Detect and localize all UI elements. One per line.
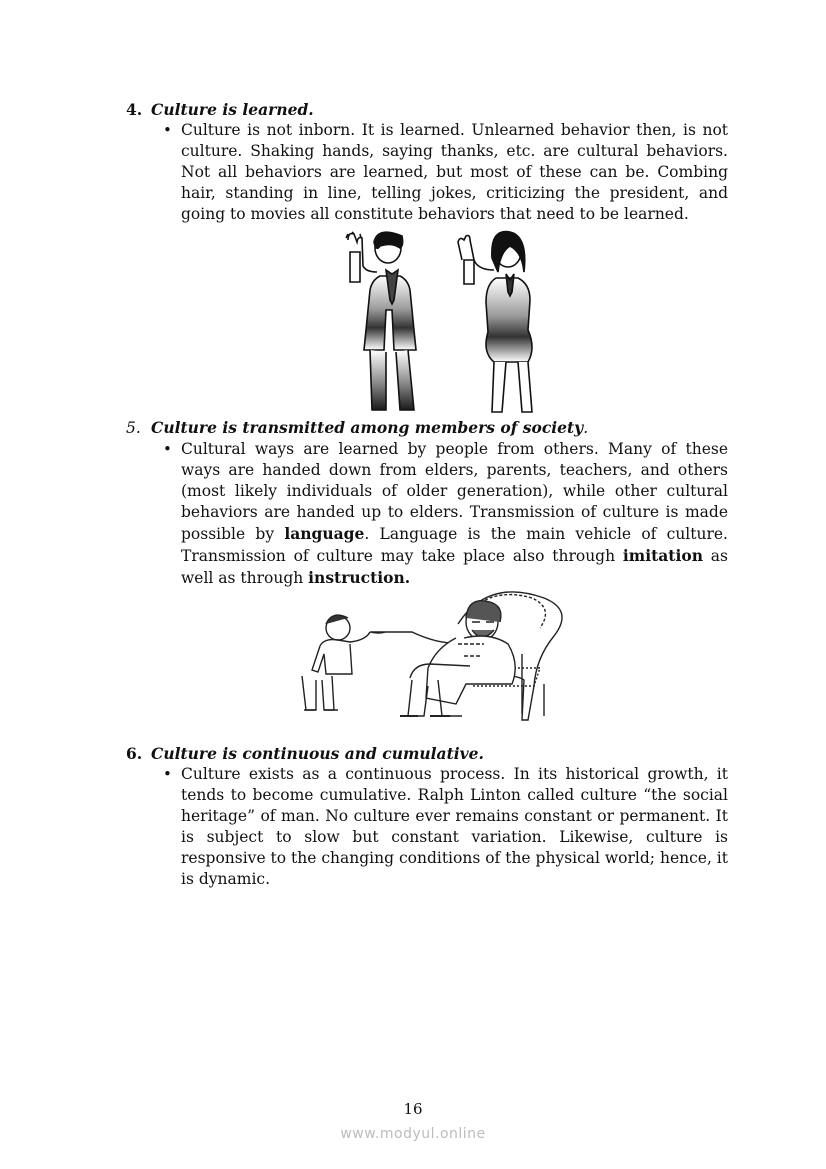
- raised-hands-illustration: [336, 230, 544, 414]
- section-4-text: Culture is not inborn. It is learned. Unlearned behavior then, is not culture. Shaking hands, saying thanks, etc. are cultural behaviors. Not all behaviors are learned, but most of these can be. Combing hair, standing in line, telling jokes, criticizing the president, and going to movies all constitute behaviors that need to be learned.: [181, 121, 728, 223]
- section-5-heading: [126, 417, 728, 439]
- section-4: [126, 99, 728, 225]
- section-4-number: 4.: [126, 100, 143, 119]
- section-5-title-end: .: [583, 419, 589, 437]
- section-6-bullet: [163, 764, 728, 890]
- watermark: www.modyul.online: [340, 1126, 486, 1142]
- section-6-number: 6.: [126, 744, 143, 763]
- section-6-text: Culture exists as a continuous process. In its historical growth, it tends to become cumulative. Ralph Linton called culture “the social heritage” of man. No culture ever remains constant or permanent. It is subject to slow but constant variation. Likewise, culture is responsive to the changing conditions of the physical world; hence, it is dynamic.: [181, 765, 728, 888]
- section-5-text-1: Cultural ways are learned by people from others. Many of these ways are handed down from elders, parents, teachers, and others (most likely individuals of older generation), while other cultural behaviors are handed up to elders. Transmission of culture is made possible by: [181, 440, 728, 543]
- section-5: [126, 417, 728, 589]
- woman-figure: [458, 232, 532, 412]
- child-figure: [302, 615, 370, 710]
- section-4-bullet: [163, 120, 728, 225]
- child-greeting-elder-illustration: [290, 588, 572, 724]
- bullet-icon: •: [163, 765, 172, 783]
- section-5-title: Culture is transmitted among members of society: [151, 418, 584, 437]
- section-6-heading: [126, 743, 728, 764]
- section-6: [126, 743, 728, 890]
- bullet-icon: •: [163, 121, 172, 139]
- bullet-icon: •: [163, 440, 172, 458]
- section-4-heading: [126, 99, 728, 120]
- keyword-language: language: [284, 524, 365, 543]
- keyword-instruction: instruction.: [308, 568, 411, 587]
- section-4-title: Culture is learned.: [151, 100, 314, 119]
- section-5-bullet: [163, 439, 728, 589]
- section-5-text-2: . Language is the main vehicle of culture. Transmission of culture may take place also through: [181, 525, 728, 565]
- section-6-title: Culture is continuous and cumulative.: [151, 744, 484, 763]
- section-5-number: 5.: [126, 419, 141, 437]
- page-number: 16: [403, 1100, 423, 1118]
- elder-figure: [370, 601, 515, 716]
- section-5-text-3: as well as through: [181, 547, 728, 587]
- keyword-imitation: imitation: [622, 546, 703, 565]
- man-figure: [346, 232, 416, 410]
